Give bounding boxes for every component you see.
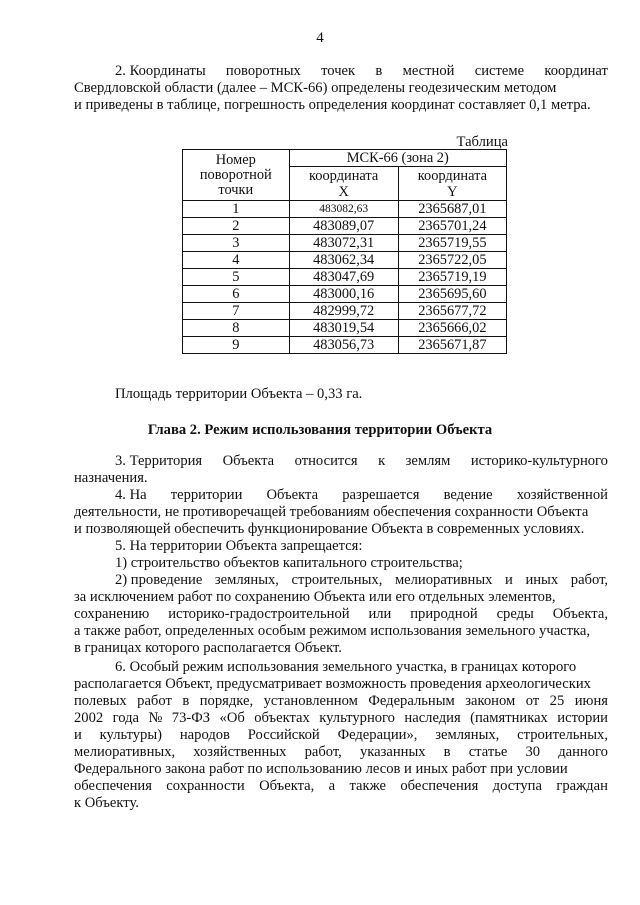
x-coordinate-cell: 483089,07 [289, 218, 398, 235]
table-caption: Таблица [456, 134, 508, 150]
y-coordinate-cell: 2365695,60 [398, 286, 506, 303]
x-coordinate-cell: 483047,69 [289, 269, 398, 286]
text-line: а также работ, определенных особым режимом использования земельного участка, [74, 623, 591, 639]
point-number-cell: 2 [183, 218, 290, 235]
text-line: полевых работ в порядке, установленном Федеральным законом от 25 июня [74, 693, 608, 709]
table-row [183, 252, 507, 269]
table-row [183, 235, 507, 252]
x-coordinate-header: координата X [289, 167, 398, 201]
coordinates-table [182, 149, 507, 354]
y-coordinate-cell: 2365719,19 [398, 269, 506, 286]
text-line: 2. Координаты поворотных точек в местной системе координат [115, 63, 608, 79]
table-row [183, 201, 507, 218]
y-coordinate-cell: 2365671,87 [398, 337, 506, 354]
point-number-cell: 8 [183, 320, 290, 337]
point-number-cell: 7 [183, 303, 290, 320]
x-coordinate-cell: 483000,16 [289, 286, 398, 303]
table-row [183, 303, 507, 320]
text-line: Свердловской области (далее – МСК-66) определены геодезическим методом [74, 80, 557, 96]
text-line: 2) проведение земляных, строительных, мелиоративных и иных работ, [115, 572, 608, 588]
text-line: за исключением работ по сохранению Объекта или его отдельных элементов, [74, 589, 556, 605]
y-coordinate-cell: 2365719,55 [398, 235, 506, 252]
x-coordinate-cell: 483019,54 [289, 320, 398, 337]
prohibition-item-2 [74, 572, 608, 657]
x-coordinate-cell: 482999,72 [289, 303, 398, 320]
area-text: Площадь территории Объекта – 0,33 га. [115, 386, 363, 402]
y-coordinate-cell: 2365722,05 [398, 252, 506, 269]
point-number-cell: 6 [183, 286, 290, 303]
chapter-heading: Глава 2. Режим использования территории Объекта [147, 422, 493, 438]
paragraph-4 [74, 487, 608, 538]
text-line: и приведены в таблице, погрешность определения координат составляет 0,1 метра. [74, 97, 591, 113]
paragraph-5: 5. На территории Объекта запрещается: [115, 538, 363, 554]
text-line: мелиоративных, хозяйственных работ, указанных в статье 30 данного [74, 744, 608, 760]
paragraph-2 [74, 63, 608, 114]
point-number-cell: 9 [183, 337, 290, 354]
x-coordinate-cell: 483072,31 [289, 235, 398, 252]
text-line: и культуры) народов Российской Федерации», земляных, строительных, [74, 727, 608, 743]
y-coordinate-cell: 2365666,02 [398, 320, 506, 337]
page-number: 4 [316, 30, 324, 46]
text-line: в границах которого располагается Объект. [74, 640, 342, 656]
point-number-header: Номер поворотной точки [183, 150, 290, 201]
table-row [183, 286, 507, 303]
text-line: назначения. [74, 470, 148, 486]
y-coordinate-cell: 2365687,01 [398, 201, 506, 218]
point-number-cell: 1 [183, 201, 290, 218]
text-line: располагается Объект, предусматривает возможность проведения археологических [74, 676, 591, 692]
text-line: Федерального закона работ по использованию лесов и иных работ при условии [74, 761, 568, 777]
msk66-zone-header: МСК-66 (зона 2) [289, 150, 506, 167]
point-number-cell: 4 [183, 252, 290, 269]
text-line: и позволяющей обеспечить функционирование Объекта в современных условиях. [74, 521, 585, 537]
table-row [183, 320, 507, 337]
point-number-cell: 5 [183, 269, 290, 286]
table-row [183, 337, 507, 354]
table-row [183, 218, 507, 235]
paragraph-6 [74, 659, 608, 812]
text-line: 6. Особый режим использования земельного участка, в границах которого [115, 659, 577, 675]
text-line: 4. На территории Объекта разрешается ведение хозяйственной [115, 487, 608, 503]
text-line: обеспечения сохранности Объекта, а также обеспечения доступа граждан [74, 778, 608, 794]
point-number-cell: 3 [183, 235, 290, 252]
text-line: сохранению историко-градостроительной или природной среды Объекта, [74, 606, 608, 622]
y-coordinate-cell: 2365701,24 [398, 218, 506, 235]
x-coordinate-cell: 483062,34 [289, 252, 398, 269]
x-coordinate-cell: 483082,63 [289, 201, 398, 218]
text-line: 2002 года № 73-ФЗ «Об объектах культурного наследия (памятниках истории [74, 710, 608, 726]
prohibition-item-1: 1) строительство объектов капитального строительства; [115, 555, 463, 571]
y-coordinate-cell: 2365677,72 [398, 303, 506, 320]
y-coordinate-header: координата Y [398, 167, 506, 201]
table-row [183, 269, 507, 286]
paragraph-3 [74, 453, 608, 487]
text-line: деятельности, не противоречащей требованиям обеспечения сохранности Объекта [74, 504, 589, 520]
x-coordinate-cell: 483056,73 [289, 337, 398, 354]
text-line: к Объекту. [74, 795, 139, 811]
text-line: 3. Территория Объекта относится к землям историко-культурного [115, 453, 608, 469]
